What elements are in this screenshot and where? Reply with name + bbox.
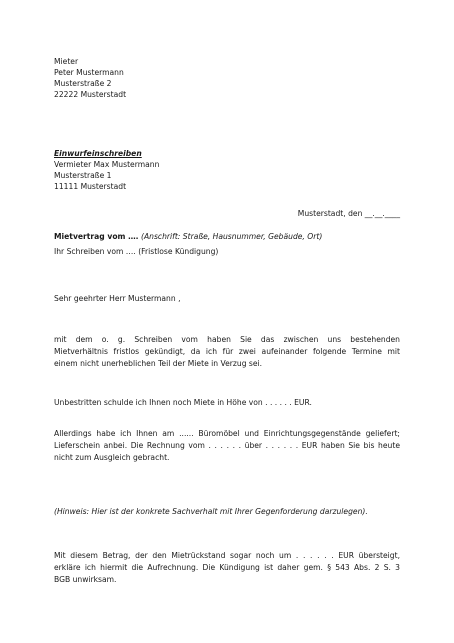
subject — [54, 231, 322, 242]
sender-name: Peter Mustermann — [54, 68, 124, 77]
salutation: Sehr geehrter Herr Mustermann , — [54, 294, 181, 303]
paragraph-line: nicht zum Ausgleich gebracht. — [54, 453, 170, 462]
hint-note: (Hinweis: Hier ist der konkrete Sachverhalt mit Ihrer Gegenforderung darzulegen). — [54, 507, 368, 516]
recipient-street: Musterstraße 1 — [54, 171, 112, 180]
paragraph-line: Mietverhältnis fristlos gekündigt, da ich für zwei aufeinander folgende Termine mit — [54, 347, 400, 356]
paragraph-line: mit dem o. g. Schreiben vom haben Sie das zwischen uns bestehenden — [54, 335, 400, 344]
paragraph-line: erkläre ich hiermit die Aufrechnung. Die Kündigung ist daher gem. § 543 Abs. 2 S. 3 — [54, 563, 400, 572]
sender-street: Musterstraße 2 — [54, 79, 112, 88]
date-line: Musterstadt, den __.__.____ — [297, 209, 400, 218]
paragraph-line: Mit diesem Betrag, der den Mietrückstand sogar noch um . . . . . . EUR übersteigt, — [54, 551, 400, 560]
paragraph-delivery — [54, 428, 400, 464]
paragraph-line: BGB unwirksam. — [54, 575, 117, 584]
paragraph-line: Allerdings habe ich Ihnen am ...... Büromöbel und Einrichtungsgegenstände geliefert; — [54, 429, 400, 438]
sender-city: 22222 Musterstadt — [54, 90, 127, 99]
paragraph-debt: Unbestritten schulde ich Ihnen noch Miete in Höhe von . . . . . . EUR. — [54, 398, 312, 407]
reference-line: Ihr Schreiben vom …. (Fristlose Kündigung) — [54, 247, 219, 256]
subject-contract: Mietvertrag vom …. — [54, 232, 139, 241]
delivery-type: Einwurfeinschreiben — [54, 149, 142, 158]
recipient-city: 11111 Musterstadt — [54, 182, 127, 191]
paragraph-setoff — [54, 550, 400, 586]
subject-address: (Anschrift: Straße, Hausnummer, Gebäude, Ort) — [141, 232, 323, 241]
paragraph-line: Lieferschein anbei. Die Rechnung vom . . . . . . über . . . . . . EUR haben Sie bis heute — [54, 441, 400, 450]
paragraph-line: einem nicht unerheblichen Teil der Miete in Verzug sei. — [54, 359, 263, 368]
recipient-line1: Vermieter Max Mustermann — [54, 160, 160, 169]
sender-role: Mieter — [54, 57, 79, 66]
paragraph-termination — [54, 334, 400, 370]
